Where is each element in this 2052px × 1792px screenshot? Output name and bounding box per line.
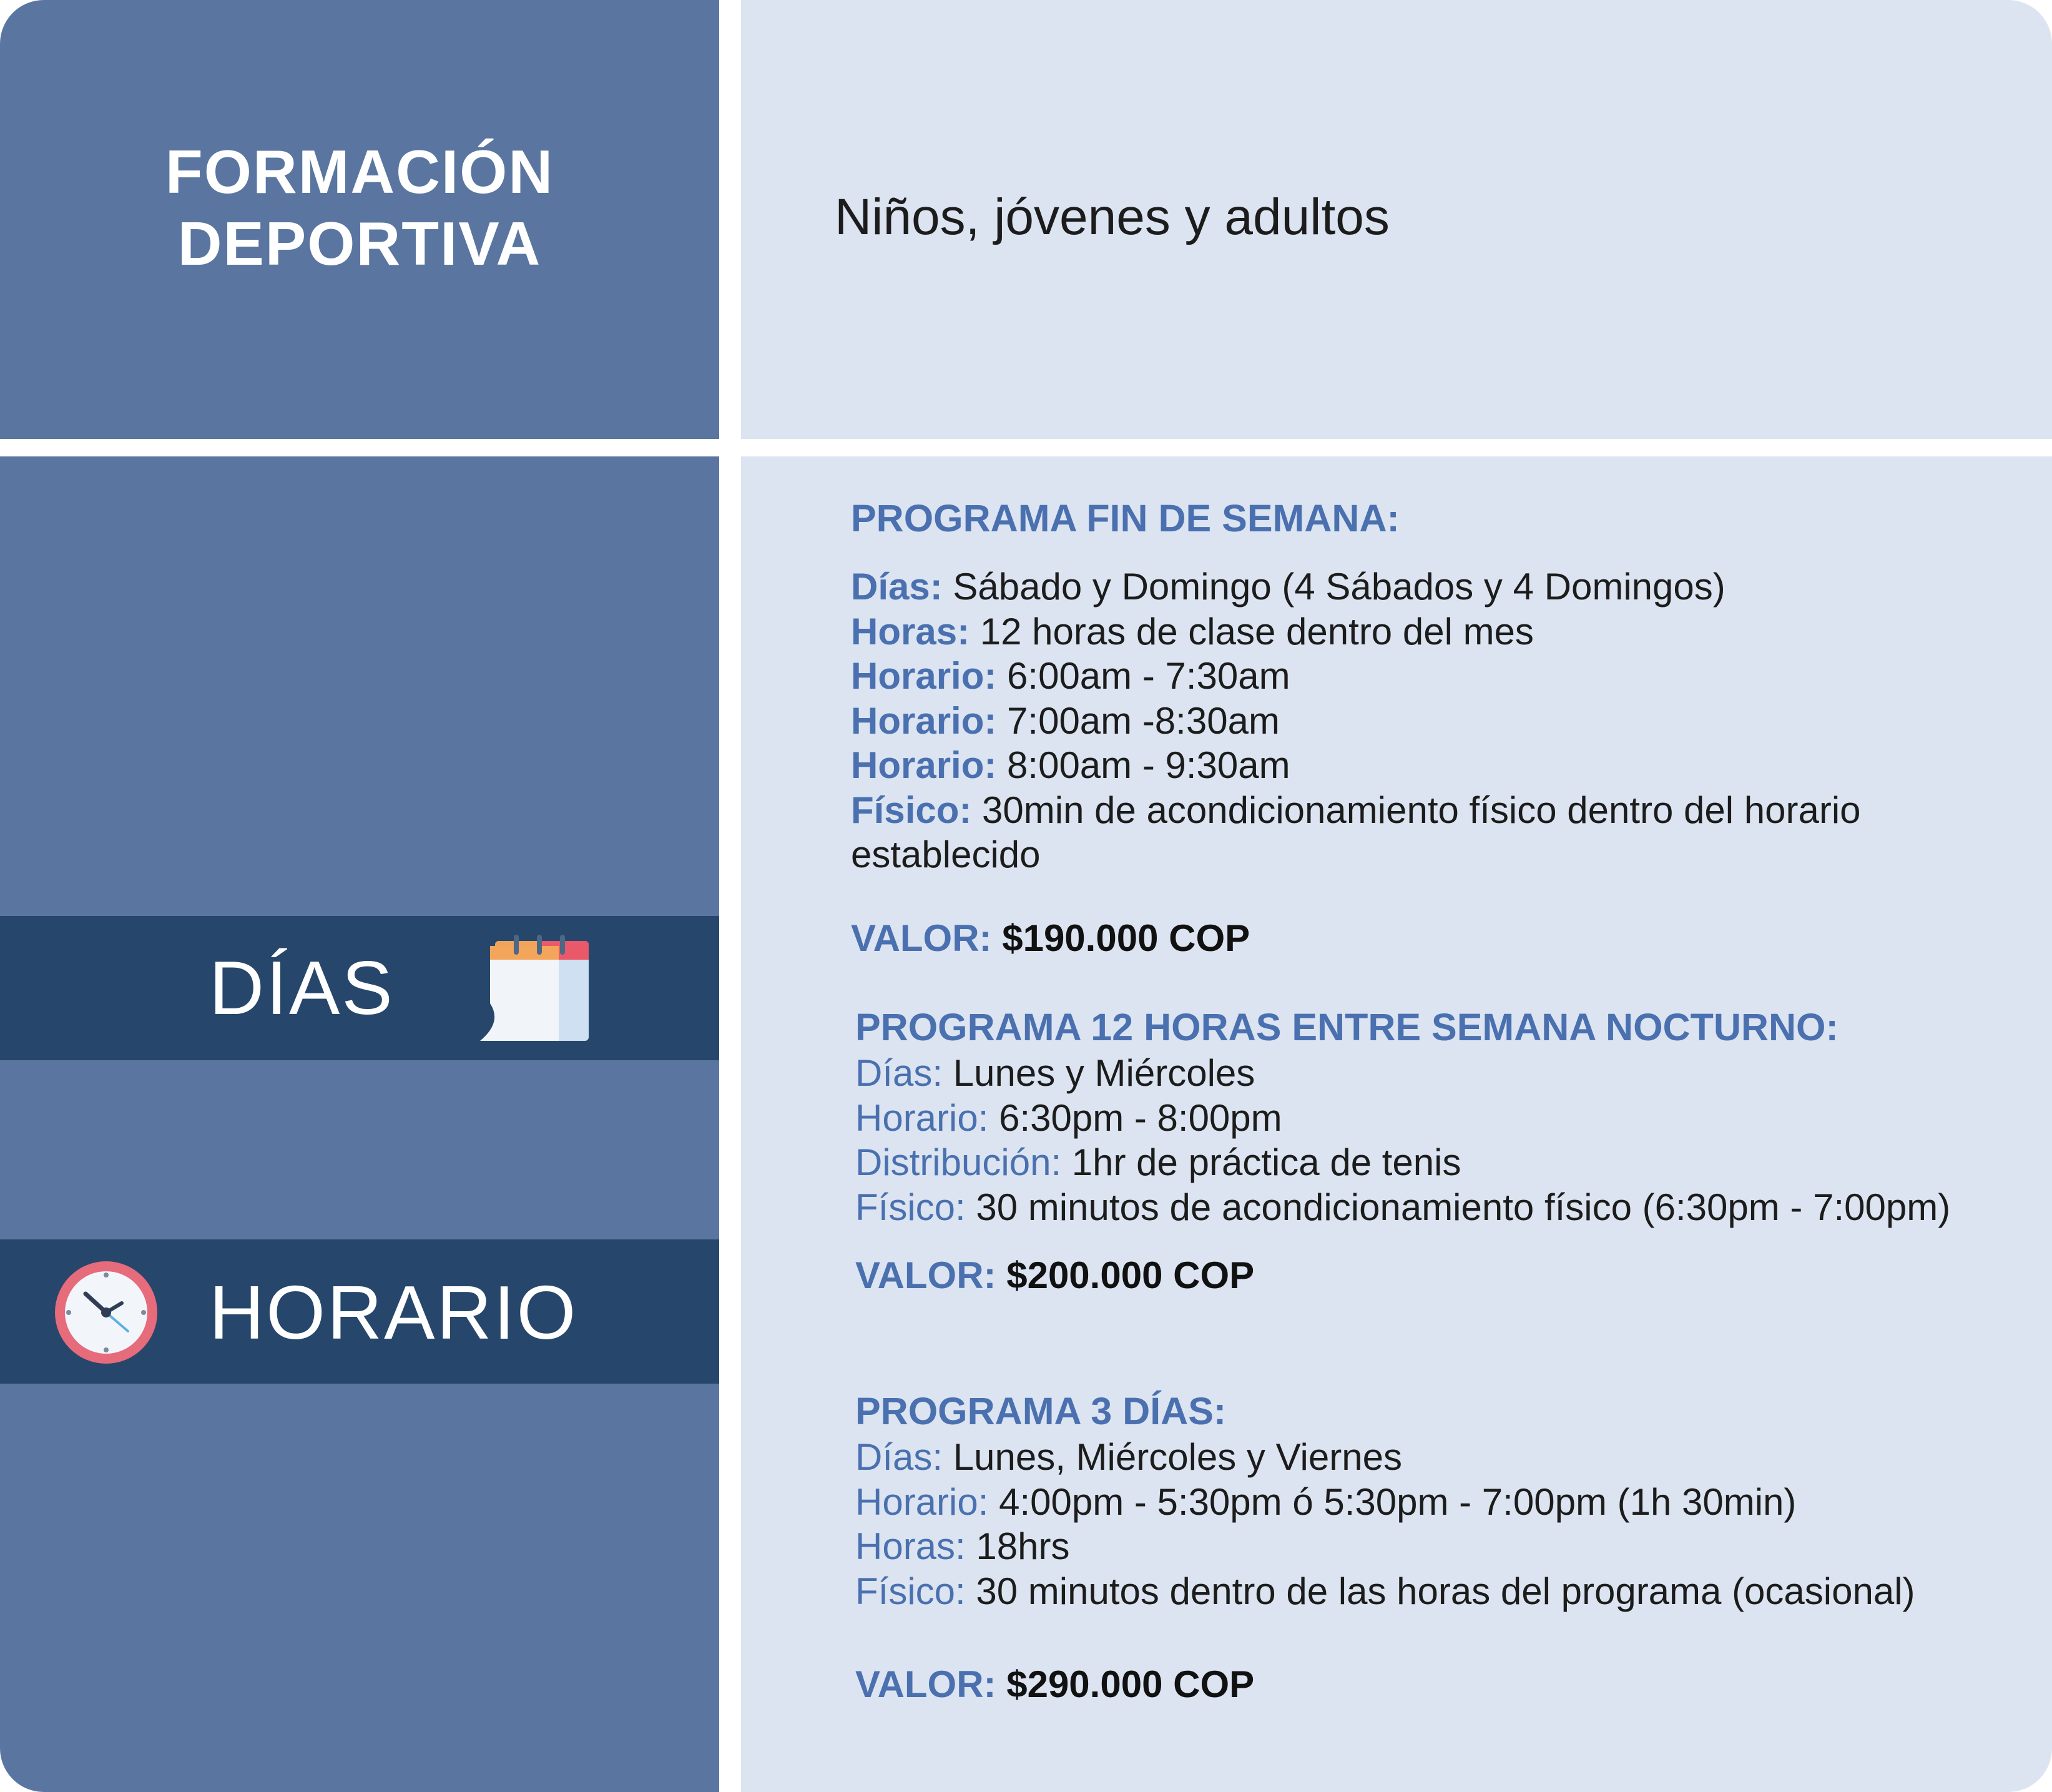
dias-band xyxy=(0,916,719,1060)
program-row xyxy=(855,1435,2016,1480)
section-title xyxy=(0,136,719,280)
program-row xyxy=(855,1051,2016,1096)
row-value: 18hrs xyxy=(965,1525,1070,1567)
row-label: Horario: xyxy=(851,744,997,786)
row-value: 1hr de práctica de tenis xyxy=(1061,1141,1461,1183)
program-row xyxy=(851,788,2018,877)
row-value: 30min de acondicionamiento físico dentro del horario establecido xyxy=(851,789,1861,875)
program-title: PROGRAMA 3 DÍAS: xyxy=(855,1390,1227,1432)
row-value: 6:30pm - 8:00pm xyxy=(988,1096,1282,1139)
program-row xyxy=(855,1480,2016,1525)
audience-text: Niños, jóvenes y adultos xyxy=(835,189,1390,245)
price-label: VALOR: xyxy=(855,1663,996,1705)
row-value: 12 horas de clase dentro del mes xyxy=(970,610,1534,652)
calendar-icon xyxy=(471,935,596,1044)
row-label: Horas: xyxy=(855,1525,966,1567)
section-title-panel xyxy=(0,0,719,439)
row-label: Horario: xyxy=(851,699,997,742)
program-3-days xyxy=(855,1388,2016,1707)
row-label: Distribución: xyxy=(855,1141,1062,1183)
row-value: 4:00pm - 5:30pm ó 5:30pm - 7:00pm (1h 30min) xyxy=(988,1480,1797,1523)
row-value: Lunes y Miércoles xyxy=(943,1052,1255,1094)
price-label: VALOR: xyxy=(855,1254,996,1296)
row-label: Días: xyxy=(851,566,943,608)
program-weeknight xyxy=(855,1004,2016,1298)
price-value: $200.000 COP xyxy=(996,1254,1255,1296)
price-value: $290.000 COP xyxy=(996,1663,1255,1705)
row-label: Horario: xyxy=(855,1480,989,1523)
row-label: Horario: xyxy=(851,655,997,697)
price-label: VALOR: xyxy=(851,917,992,959)
row-label: Físico: xyxy=(855,1186,966,1228)
program-row xyxy=(851,699,2018,744)
program-row xyxy=(855,1185,2016,1230)
program-row xyxy=(851,654,2018,699)
program-row xyxy=(851,743,2018,788)
dias-label: DÍAS xyxy=(209,945,395,1030)
price-value: $190.000 COP xyxy=(991,917,1250,959)
row-label: Días: xyxy=(855,1052,943,1094)
row-label: Horario: xyxy=(855,1096,989,1139)
row-value: 8:00am - 9:30am xyxy=(996,744,1290,786)
program-row xyxy=(855,1524,2016,1569)
program-price xyxy=(855,1253,2016,1298)
row-value: 30 minutos de acondicionamiento físico (6:30pm - 7:00pm) xyxy=(965,1186,1951,1228)
row-value: Sábado y Domingo (4 Sábados y 4 Domingos) xyxy=(942,566,1726,608)
program-title: PROGRAMA 12 HORAS ENTRE SEMANA NOCTURNO: xyxy=(855,1006,1838,1048)
row-value: 30 minutos dentro de las horas del programa (ocasional) xyxy=(965,1570,1915,1612)
program-title: PROGRAMA FIN DE SEMANA: xyxy=(851,497,1400,539)
section-title-line2: DEPORTIVA xyxy=(177,209,542,278)
program-price xyxy=(851,916,2018,961)
program-row xyxy=(855,1140,2016,1185)
row-label: Físico: xyxy=(855,1570,966,1612)
row-label: Físico: xyxy=(851,789,972,831)
row-label: Horas: xyxy=(851,610,970,652)
program-row xyxy=(855,1569,2016,1614)
program-weekend xyxy=(851,495,2018,960)
section-title-line1: FORMACIÓN xyxy=(165,137,554,206)
program-row xyxy=(851,564,2018,609)
labels-panel xyxy=(0,456,719,1792)
row-value: 7:00am -8:30am xyxy=(996,699,1280,742)
clock-icon xyxy=(53,1259,159,1366)
row-label: Días: xyxy=(855,1436,943,1478)
program-price xyxy=(855,1662,2016,1707)
program-row xyxy=(851,609,2018,654)
row-value: 6:00am - 7:30am xyxy=(996,655,1290,697)
row-value: Lunes, Miércoles y Viernes xyxy=(943,1436,1402,1478)
horario-label: HORARIO xyxy=(209,1270,578,1355)
horario-band xyxy=(0,1239,719,1384)
program-row xyxy=(855,1096,2016,1141)
